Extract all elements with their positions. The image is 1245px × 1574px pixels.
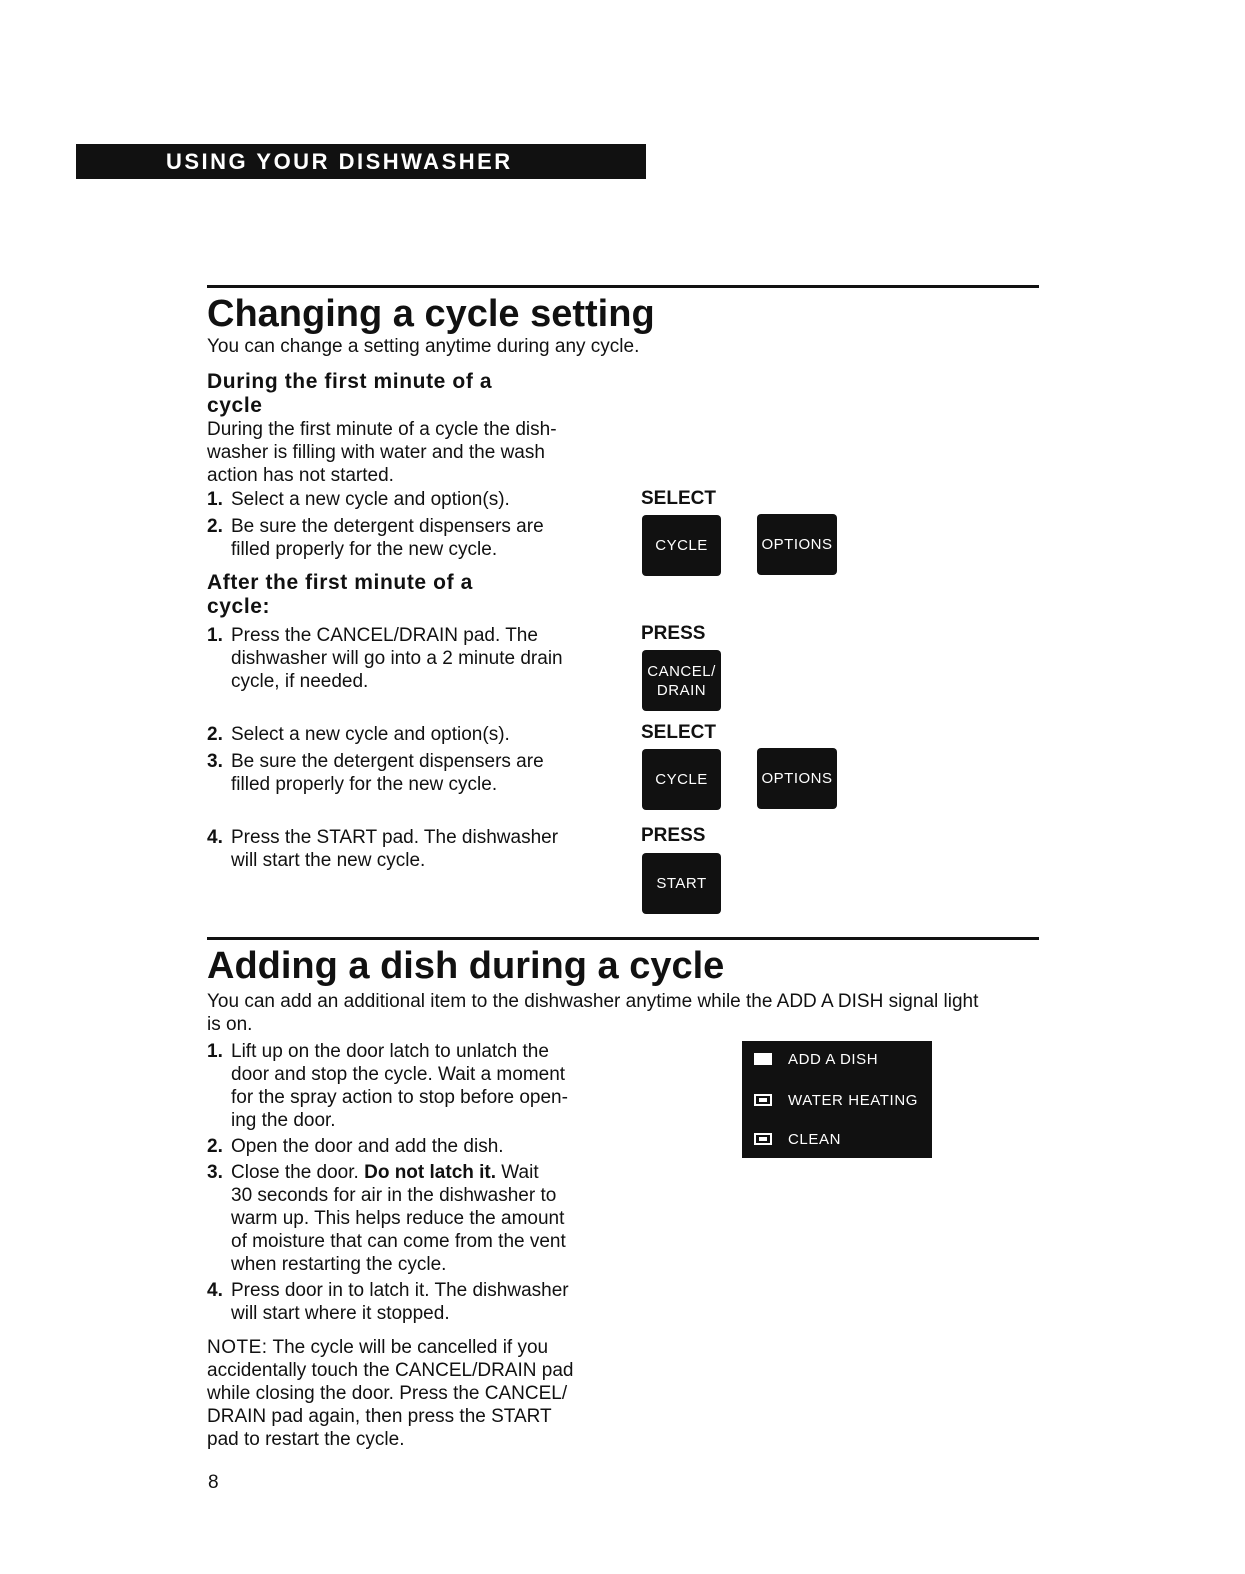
after-minute-heading-line1: After the first minute of a — [207, 571, 473, 594]
options-pad-label: OPTIONS — [761, 770, 833, 787]
first-minute-para-line: action has not started. — [207, 465, 394, 486]
list-item — [207, 1161, 627, 1276]
step-line: will start the new cycle. — [231, 850, 426, 871]
water-heating-light-icon — [754, 1094, 772, 1106]
changing-intro: You can change a setting anytime during any cycle. — [207, 336, 640, 357]
list-item — [207, 1279, 627, 1325]
list-item — [207, 488, 617, 511]
note-text: The cycle will be cancelled if you — [267, 1337, 549, 1358]
list-item — [207, 515, 617, 561]
first-minute-paragraph — [207, 418, 617, 487]
step-line: Lift up on the door latch to unlatch the — [231, 1041, 549, 1062]
cycle-pad-label: CYCLE — [655, 537, 708, 554]
step-number: 2. — [207, 724, 223, 745]
options-pad-label: OPTIONS — [761, 536, 833, 553]
step-line: Select a new cycle and option(s). — [231, 489, 510, 510]
cancel-pad-label-line1: CANCEL/ — [647, 662, 716, 680]
select-label: SELECT — [641, 488, 716, 509]
first-minute-heading-line2: cycle — [207, 394, 263, 417]
list-item — [207, 723, 617, 746]
adding-intro-line1: You can add an additional item to the dishwasher anytime while the ADD A DISH signal light — [207, 991, 979, 1012]
step-line: filled properly for the new cycle. — [231, 774, 498, 795]
first-minute-para-line: During the first minute of a cycle the dish- — [207, 419, 557, 440]
note-line: accidentally touch the CANCEL/DRAIN pad — [207, 1360, 574, 1381]
section-header-title: USING YOUR DISHWASHER — [166, 149, 513, 174]
options-pad[interactable] — [757, 514, 837, 575]
note-line: DRAIN pad again, then press the START — [207, 1406, 552, 1427]
note-line — [207, 1336, 627, 1359]
section-rule-middle — [207, 937, 1039, 940]
step-line — [231, 1161, 627, 1184]
step-line: for the spray action to stop before open- — [231, 1087, 568, 1108]
step-number: 4. — [207, 1280, 223, 1301]
step-line: Press the CANCEL/DRAIN pad. The — [231, 625, 538, 646]
step-line: of moisture that can come from the vent — [231, 1231, 566, 1252]
section-header-bar — [76, 144, 646, 179]
press-label: PRESS — [641, 825, 706, 846]
list-item — [207, 624, 617, 693]
step-line: cycle, if needed. — [231, 671, 369, 692]
step-text: Wait — [496, 1162, 539, 1183]
step-number: 3. — [207, 751, 223, 772]
cycle-pad[interactable] — [642, 749, 721, 810]
step-line: dishwasher will go into a 2 minute drain — [231, 648, 563, 669]
first-minute-heading-line1: During the first minute of a — [207, 370, 493, 393]
step-number: 2. — [207, 1136, 223, 1157]
start-pad-label: START — [656, 875, 707, 892]
cancel-pad-label-line2: DRAIN — [656, 681, 707, 699]
step-number: 1. — [207, 489, 223, 510]
do-not-latch-warning: Do not latch it. — [364, 1162, 497, 1183]
step-line: Press door in to latch it. The dishwasher — [231, 1280, 569, 1301]
list-item — [207, 1040, 627, 1132]
cancel-drain-pad[interactable] — [642, 650, 721, 711]
after-minute-step-4 — [207, 826, 617, 872]
note-line: while closing the door. Press the CANCEL/ — [207, 1383, 568, 1404]
list-item — [207, 1135, 627, 1158]
list-item — [207, 826, 617, 872]
step-number: 2. — [207, 516, 223, 537]
adding-steps — [207, 1040, 627, 1325]
step-line: door and stop the cycle. Wait a moment — [231, 1064, 566, 1085]
step-line: Select a new cycle and option(s). — [231, 724, 510, 745]
list-item — [207, 750, 617, 796]
step-number: 1. — [207, 1041, 223, 1062]
indicator-label: WATER HEATING — [788, 1091, 919, 1109]
first-minute-heading — [207, 370, 607, 418]
adding-intro — [207, 990, 1037, 1036]
step-line: ing the door. — [231, 1110, 336, 1131]
adding-intro-line2: is on. — [207, 1014, 253, 1035]
step-number: 3. — [207, 1162, 223, 1183]
step-line: warm up. This helps reduce the amount — [231, 1208, 565, 1229]
add-a-dish-indicator — [754, 1049, 878, 1069]
first-minute-steps — [207, 488, 617, 561]
step-line: filled properly for the new cycle. — [231, 539, 498, 560]
indicator-label: ADD A DISH — [788, 1050, 879, 1068]
clean-light-icon — [754, 1133, 772, 1145]
start-pad[interactable] — [642, 853, 721, 914]
step-line: Press the START pad. The dishwasher — [231, 827, 559, 848]
indicator-label: CLEAN — [788, 1130, 842, 1148]
step-number: 1. — [207, 625, 223, 646]
cycle-pad-label: CYCLE — [655, 771, 708, 788]
step-line: 30 seconds for air in the dishwasher to — [231, 1185, 557, 1206]
after-minute-heading-line2: cycle: — [207, 595, 271, 618]
signal-light-panel — [742, 1041, 932, 1158]
step-text: Close the door. — [231, 1162, 365, 1183]
note-line: pad to restart the cycle. — [207, 1429, 405, 1450]
water-heating-indicator — [754, 1090, 918, 1110]
step-line: when restarting the cycle. — [231, 1254, 447, 1275]
changing-title: Changing a cycle setting — [207, 293, 655, 335]
select-label: SELECT — [641, 722, 716, 743]
after-minute-heading — [207, 571, 607, 619]
note-label: NOTE: — [207, 1337, 268, 1358]
step-line: will start where it stopped. — [231, 1303, 450, 1324]
after-minute-step-1 — [207, 624, 617, 693]
options-pad[interactable] — [757, 748, 837, 809]
page-number: 8 — [208, 1472, 219, 1493]
cycle-pad[interactable] — [642, 515, 721, 576]
step-line: Open the door and add the dish. — [231, 1136, 504, 1157]
adding-title: Adding a dish during a cycle — [207, 945, 725, 987]
step-line: Be sure the detergent dispensers are — [231, 751, 544, 772]
first-minute-para-line: washer is filling with water and the wash — [207, 442, 545, 463]
add-a-dish-light-icon — [754, 1053, 772, 1065]
step-line: Be sure the detergent dispensers are — [231, 516, 544, 537]
note-paragraph — [207, 1336, 627, 1451]
step-number: 4. — [207, 827, 223, 848]
press-label: PRESS — [641, 623, 706, 644]
section-rule-top — [207, 285, 1039, 288]
clean-indicator — [754, 1129, 841, 1149]
after-minute-steps-2-3 — [207, 723, 617, 796]
